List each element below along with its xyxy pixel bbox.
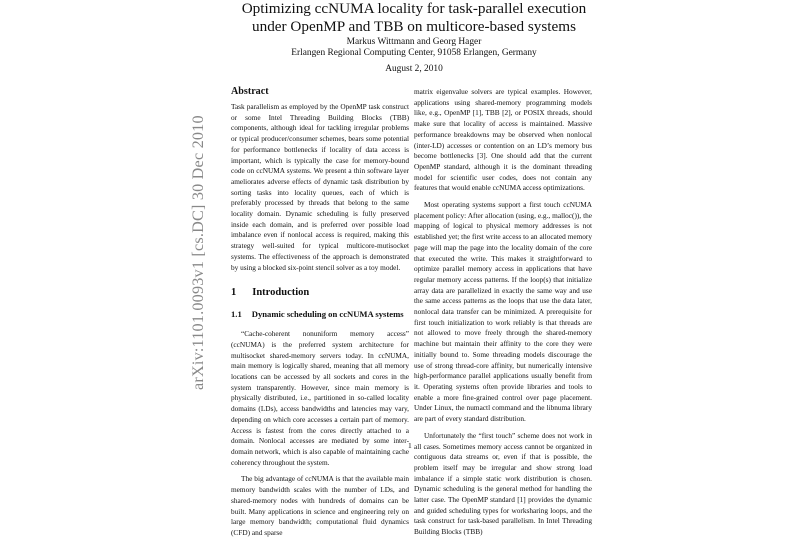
subsection-title: Dynamic scheduling on ccNUMA systems	[251, 309, 404, 320]
section-heading	[231, 287, 409, 299]
abstract-heading: Abstract	[231, 86, 269, 97]
right-column	[414, 87, 592, 538]
section-number: 1	[231, 287, 237, 299]
left-column	[231, 86, 409, 539]
body-paragraph-3: Unfortunately the “first touch” scheme does not work in all cases. Sometimes memory access cannot be organized in contiguous data streams or, even if that is possible, the problem itself may be irregular and show strong load imbalance if a simple static work distribution is chosen. Dynamic scheduling is the general method for handling the latter case. The OpenMP standard [1] provides the dynamic and guided scheduling types for worksharing loops, and the task construct for task-based parallelism. In Intel Threading Building Blocks (TBB)	[414, 430, 592, 537]
subsection-number: 1.1	[231, 309, 242, 320]
arxiv-identifier[interactable]: arXiv:1101.0093v1 [cs.DC] 30 Dec 2010	[189, 115, 207, 390]
section-title: Introduction	[252, 287, 310, 299]
publication-date: August 2, 2010	[385, 64, 443, 74]
page-number: 1	[408, 441, 412, 450]
intro-paragraph-2: The big advantage of ccNUMA is that the available main memory bandwidth scales with the number of LDs, and shared-memory nodes with hundreds of domains can be built. Many applications in science and engineering rely on large memory bandwidth; computational fluid dynamics (CFD) and sparse	[231, 474, 409, 537]
affiliation: Erlangen Regional Computing Center, 91058 Erlangen, Germany	[291, 48, 537, 58]
body-paragraph-1: matrix eigenvalue solvers are typical examples. However, applications using shared-memory programming models like, e.g., OpenMP [1], TBB [2], or POSIX threads, should make sure that locality of access is maintained. Massive performance breakdowns may be observed when nonlocal (inter-LD) accesses or contention on an LD’s memory bus become bottlenecks [3]. One should add that the current OpenMP standard, although it is the dominant threading model for scientific user codes, does not contain any features that would enable ccNUMA access optimizations.	[414, 87, 592, 193]
abstract-text: Task parallelism as employed by the OpenMP task construct or some Intel Threading Building Blocks (TBB) components, although ideal for tackling irregular problems or typical producer/consumer schemes, bears some potential for performance bottlenecks if locality of data access is important, which is typically the case for memory-bound code on ccNUMA systems. We present a thin software layer ameliorates adverse effects of dynamic task distribution by sorting tasks into locality queues, each of which is preferably processed by threads that belong to the same locality domain. Dynamic scheduling is fully preserved inside each domain, and is preferred over possible load imbalance even if nonlocal access is required, making this strategy well-suited for typical multicore-mutisocket systems. The effectiveness of the approach is demonstrated by using a blocked six-point stencil solver as a toy model.	[231, 102, 409, 272]
author-block	[228, 37, 600, 59]
intro-paragraph-1: “Cache-coherent nonuniform memory access” (ccNUMA) is the preferred system architecture for multisocket shared-memory servers today. In ccNUMA, main memory is logically shared, meaning that all memory locations can be accessed by all sockets and cores in the system transparently. However, since main memory is physically distributed, i.e., partitioned in so-called locality domains (LDs), access bandwidths and latencies may vary, depending on which core accesses a certain part of memory. Access is fastest from the cores directly attached to a domain. Nonlocal accesses are mediated by some inter-domain network, which is also capable of maintaining cache coherency throughout the system.	[231, 329, 409, 467]
subsection-heading	[231, 309, 409, 319]
body-paragraph-2: Most operating systems support a first touch ccNUMA placement policy: After allocation (using, e.g., malloc()), the mapping of logical to physical memory addresses is not established yet; the first write access to an allocated memory page will map the page into the locality domain of the core that executed the write. This makes it straightforward to optimize parallel memory access in applications that have regular memory access patterns. If the loop(s) that initialize array data are parallelized in exactly the same way and use the same access patterns as the loops that use the data later, nonlocal data transfer can be minimized. A prerequisite for first touch initialization to work reliably is that threads are not allowed to move freely through the shared-memory machine but maintain their affinity to the core they were initially bound to. Some threading models discourage the use of strong thread-core affinity, but numerically intensive high-performance parallel applications usually benefit from it. Operating systems often provide libraries and tools to enable a more fine-grained control over page placement. Under Linux, the numactl command and the libnuma library are part of every standard distribution.	[414, 200, 592, 424]
paper-title: Optimizing ccNUMA locality for task-parallel execution under OpenMP and TBB on multicore-based systems	[241, 0, 587, 35]
authors: Markus Wittmann and Georg Hager	[346, 37, 482, 47]
